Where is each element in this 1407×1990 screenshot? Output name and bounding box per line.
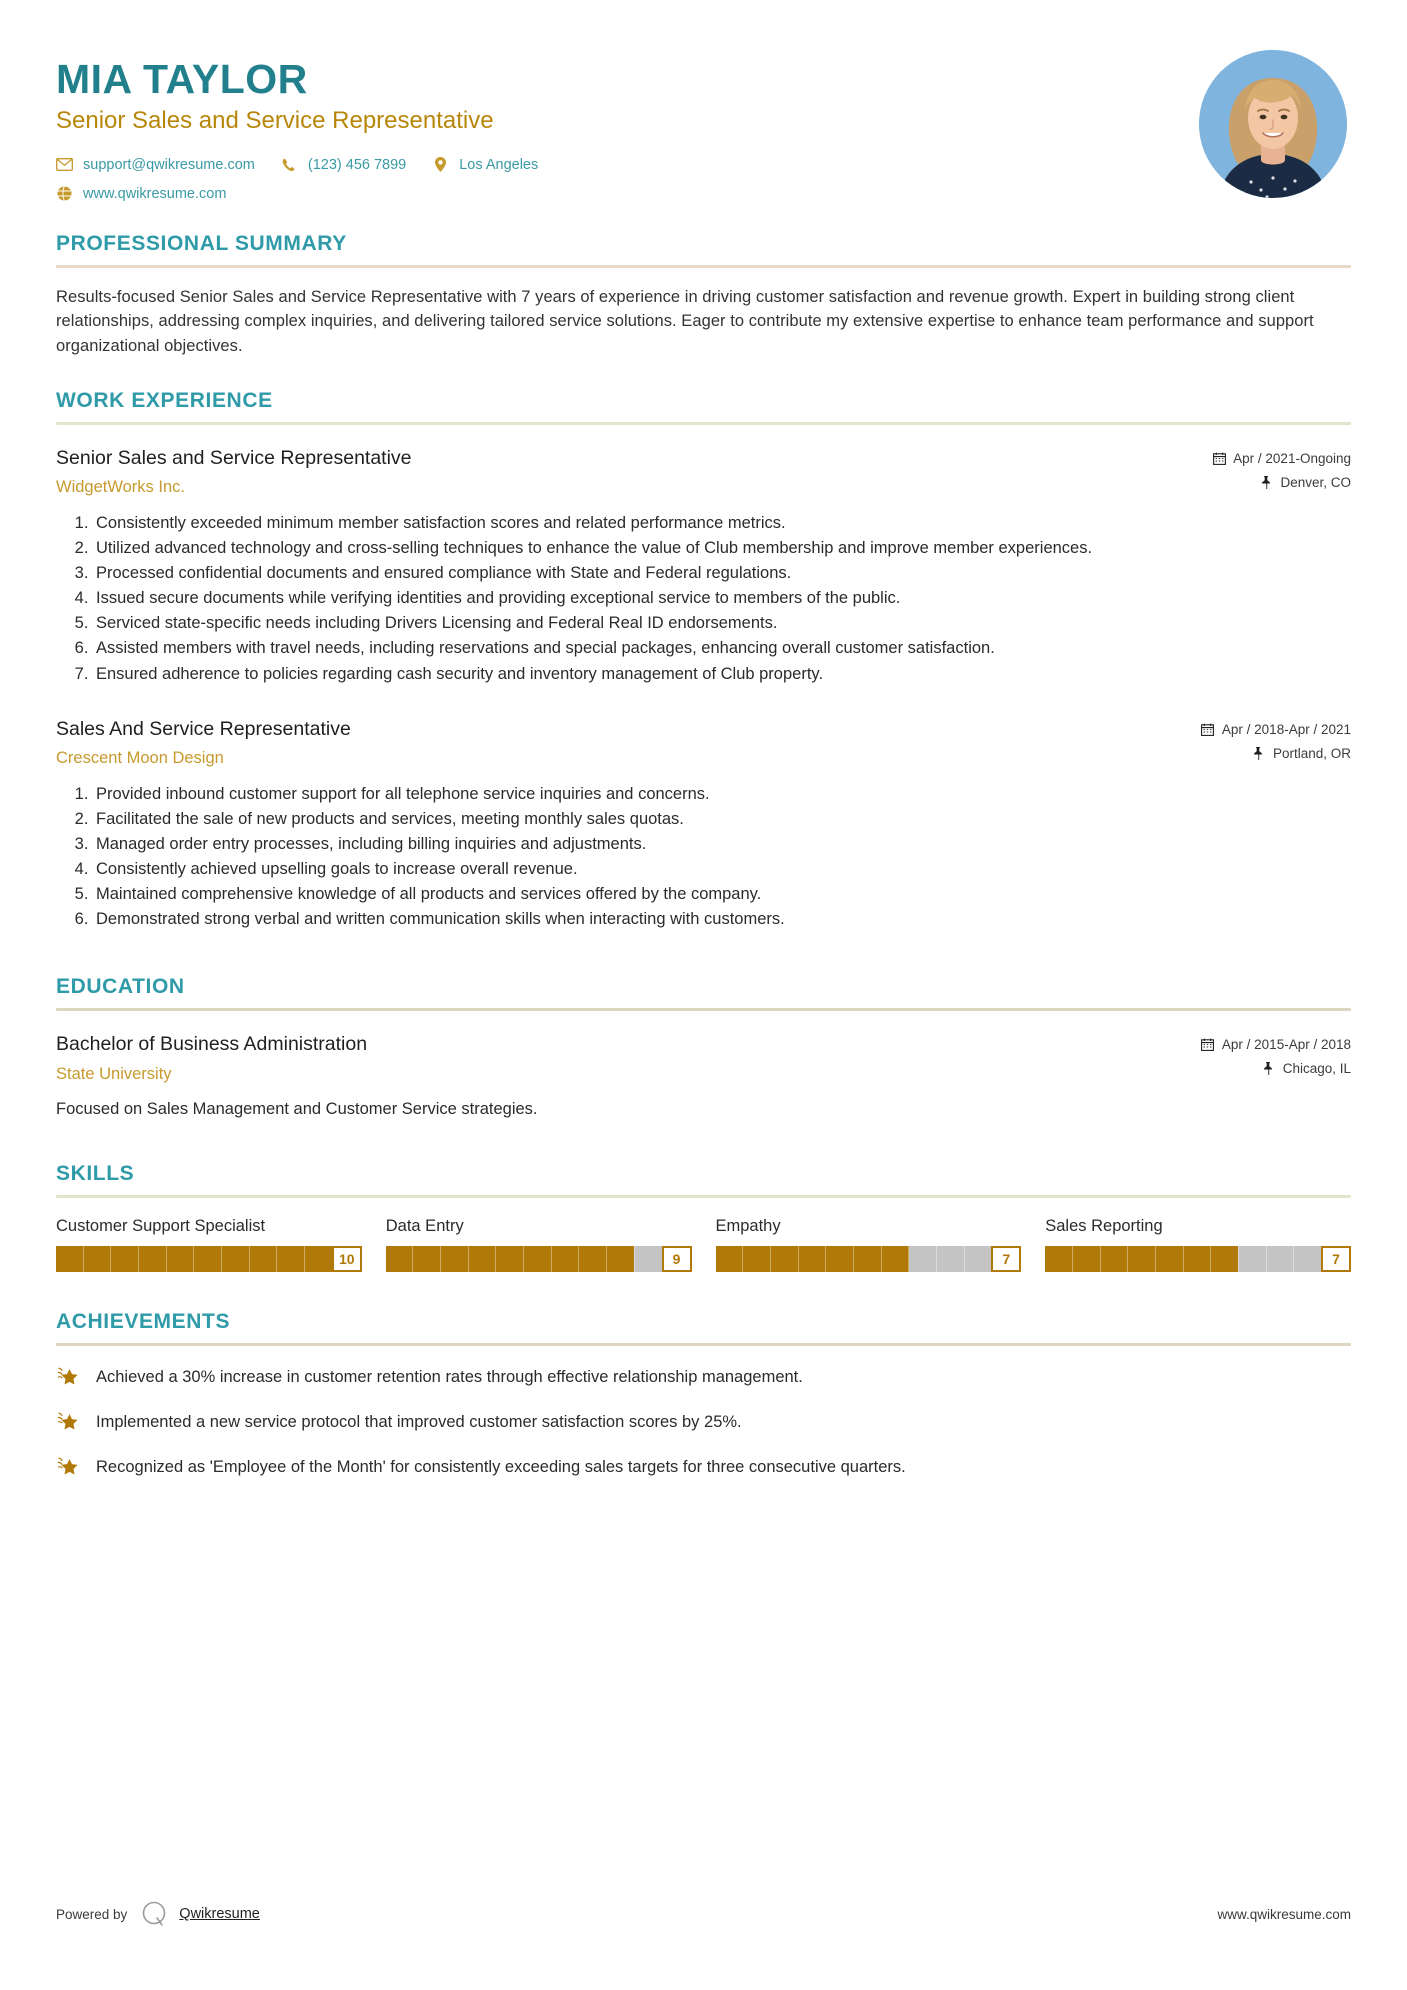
calendar-icon	[1212, 451, 1226, 465]
section-professional-summary	[56, 232, 1351, 359]
section-title-experience: WORK EXPERIENCE	[56, 388, 273, 412]
pin-icon	[1252, 746, 1266, 760]
section-title-education: EDUCATION	[56, 975, 185, 999]
job-date-text: Apr / 2018-Apr / 2021	[1221, 721, 1351, 737]
achievements-list	[56, 1366, 1351, 1480]
header-job-title: Senior Sales and Service Representative	[56, 107, 494, 135]
section-divider	[56, 1008, 1351, 1011]
skill-ticks	[716, 1246, 992, 1272]
footer-website: www.qwikresume.com	[1217, 1906, 1351, 1922]
summary-text: Results-focused Senior Sales and Service Representative with 7 years of experience in driving customer satisfaction and revenue growth. Expert in building strong client relationships, addressing complex inquiries, and delivering tailored service solutions. Eager to contribute my extensive expertise to enhance team performance and support organizational objectives.	[56, 287, 1314, 356]
footer-branding	[56, 1900, 260, 1928]
entry-header	[56, 1033, 1351, 1084]
contact-email-text: support@qwikresume.com	[83, 156, 255, 173]
school-name: State University	[56, 1064, 172, 1083]
section-divider	[56, 1195, 1351, 1198]
job-bullets	[56, 511, 1351, 686]
skill-label: Data Entry	[385, 1217, 464, 1236]
job-location	[1212, 475, 1351, 490]
calendar-icon	[1201, 722, 1215, 736]
skill-value: 10	[332, 1246, 362, 1272]
page-footer	[56, 1900, 1351, 1928]
list-item	[56, 1456, 1351, 1480]
entry-meta	[1212, 447, 1351, 490]
skill-track	[386, 1246, 662, 1272]
entry-identity	[56, 447, 1212, 498]
list-item: 4. Issued secure documents while verifying identities and providing exceptional service to members of the public.	[93, 586, 1351, 610]
contact-details	[56, 157, 1199, 202]
qwikresume-logo-icon	[141, 1900, 169, 1928]
achievement-text: Achieved a 30% increase in customer retention rates through effective relationship management.	[96, 1367, 803, 1386]
contact-row-secondary	[56, 186, 1199, 202]
contact-email[interactable]	[56, 157, 255, 173]
resume-header	[56, 46, 1351, 202]
section-title-skills: SKILLS	[56, 1162, 135, 1186]
header-text-block	[56, 54, 1199, 202]
education-location-text: Chicago, IL	[1282, 1061, 1351, 1077]
list-item: 6. Demonstrated strong verbal and written communication skills when interacting with customers.	[93, 907, 1351, 931]
pin-icon	[1262, 1062, 1276, 1076]
entry-header	[56, 718, 1351, 769]
job-bullets	[56, 782, 1351, 931]
company-name: WidgetWorks Inc.	[56, 478, 185, 497]
skill-item	[716, 1216, 1022, 1271]
location-pin-icon	[432, 157, 449, 173]
degree-name: Bachelor of Business Administration	[56, 1033, 368, 1056]
job-location-text: Portland, OR	[1272, 745, 1351, 761]
phone-icon	[281, 157, 298, 173]
contact-phone-text: (123) 456 7899	[307, 156, 407, 173]
skill-ticks	[386, 1246, 662, 1272]
skill-value: 9	[662, 1246, 692, 1272]
list-item: 5. Maintained comprehensive knowledge of all products and services offered by the company.	[93, 882, 1351, 906]
skill-ticks	[1045, 1246, 1321, 1272]
skill-item	[386, 1216, 692, 1271]
star-badge-icon	[56, 1366, 82, 1390]
skill-rating	[56, 1246, 362, 1272]
list-item: 7. Ensured adherence to policies regarding cash security and inventory management of Club property.	[93, 662, 1351, 686]
job-location-text: Denver, CO	[1280, 474, 1351, 490]
job-date	[1201, 722, 1351, 737]
job-date-text: Apr / 2021-Ongoing	[1233, 450, 1351, 466]
star-badge-icon	[56, 1456, 82, 1480]
section-achievements	[56, 1310, 1351, 1480]
skill-rating	[386, 1246, 692, 1272]
contact-location-text: Los Angeles	[459, 156, 539, 173]
experience-entry	[56, 718, 1351, 932]
skill-rating	[1045, 1246, 1351, 1272]
skills-grid	[56, 1216, 1351, 1271]
section-divider	[56, 1343, 1351, 1346]
entry-identity	[56, 1033, 1201, 1084]
list-item: 3. Processed confidential documents and ensured compliance with State and Federal regulations.	[93, 561, 1351, 585]
section-title-achievements: ACHIEVEMENTS	[56, 1309, 231, 1333]
skill-track	[56, 1246, 332, 1272]
contact-website[interactable]	[56, 186, 226, 202]
section-title-summary: PROFESSIONAL SUMMARY	[56, 231, 347, 255]
skill-track	[716, 1246, 992, 1272]
list-item: 6. Assisted members with travel needs, including reservations and special packages, enhancing overall customer satisfaction.	[93, 636, 1351, 660]
achievement-text: Recognized as 'Employee of the Month' for consistently exceeding sales targets for three consecutive quarters.	[96, 1457, 906, 1476]
envelope-icon	[56, 157, 73, 173]
pin-icon	[1259, 475, 1273, 489]
experience-entry	[56, 447, 1351, 686]
education-location	[1201, 1061, 1351, 1076]
contact-row-primary	[56, 157, 1199, 173]
calendar-icon	[1201, 1038, 1215, 1052]
contact-phone[interactable]	[281, 157, 406, 173]
education-entry	[56, 1033, 1351, 1122]
list-item: 1. Consistently exceeded minimum member satisfaction scores and related performance metrics.	[93, 511, 1351, 535]
list-item: 2. Facilitated the sale of new products and services, meeting monthly sales quotas.	[93, 807, 1351, 831]
education-date-text: Apr / 2015-Apr / 2018	[1221, 1037, 1351, 1053]
company-name: Crescent Moon Design	[56, 749, 224, 768]
skill-track	[1045, 1246, 1321, 1272]
skill-value: 7	[1321, 1246, 1351, 1272]
list-item: 4. Consistently achieved upselling goals to increase overall revenue.	[93, 857, 1351, 881]
skill-item	[1045, 1216, 1351, 1271]
skill-label: Customer Support Specialist	[56, 1217, 266, 1236]
skill-label: Empathy	[715, 1217, 781, 1236]
list-item: 3. Managed order entry processes, including billing inquiries and adjustments.	[93, 832, 1351, 856]
entry-meta	[1201, 718, 1351, 761]
skill-label: Sales Reporting	[1045, 1217, 1163, 1236]
job-role: Senior Sales and Service Representative	[56, 446, 412, 469]
contact-location	[432, 157, 538, 173]
avatar	[1199, 50, 1347, 198]
star-badge-icon	[56, 1411, 82, 1435]
list-item	[56, 1411, 1351, 1435]
entry-meta	[1201, 1033, 1351, 1076]
education-date	[1201, 1037, 1351, 1052]
page-title: MIA TAYLOR	[56, 56, 308, 102]
skill-ticks	[56, 1246, 332, 1272]
section-divider	[56, 265, 1351, 268]
job-location	[1201, 746, 1351, 761]
skill-rating	[716, 1246, 1022, 1272]
section-work-experience	[56, 389, 1351, 931]
globe-icon	[56, 186, 73, 202]
list-item: 5. Serviced state-specific needs including Drivers Licensing and Federal Real ID endorsements.	[93, 611, 1351, 635]
education-description: Focused on Sales Management and Customer Service strategies.	[56, 1100, 538, 1119]
section-divider	[56, 422, 1351, 425]
list-item: 1. Provided inbound customer support for all telephone service inquiries and concerns.	[93, 782, 1351, 806]
qwikresume-link[interactable]: Qwikresume	[179, 1906, 260, 1922]
list-item	[56, 1366, 1351, 1390]
achievement-text: Implemented a new service protocol that improved customer satisfaction scores by 25%.	[96, 1412, 742, 1431]
entry-header	[56, 447, 1351, 498]
list-item: 2. Utilized advanced technology and cross-selling techniques to enhance the value of Club membership and improve member experiences.	[93, 536, 1351, 560]
job-role: Sales And Service Representative	[56, 717, 351, 740]
skill-value: 7	[991, 1246, 1021, 1272]
section-skills	[56, 1162, 1351, 1271]
section-education	[56, 975, 1351, 1122]
job-date	[1212, 451, 1351, 466]
contact-website-text: www.qwikresume.com	[83, 185, 227, 202]
powered-by-label: Powered by	[56, 1906, 128, 1922]
entry-identity	[56, 718, 1201, 769]
skill-item	[56, 1216, 362, 1271]
